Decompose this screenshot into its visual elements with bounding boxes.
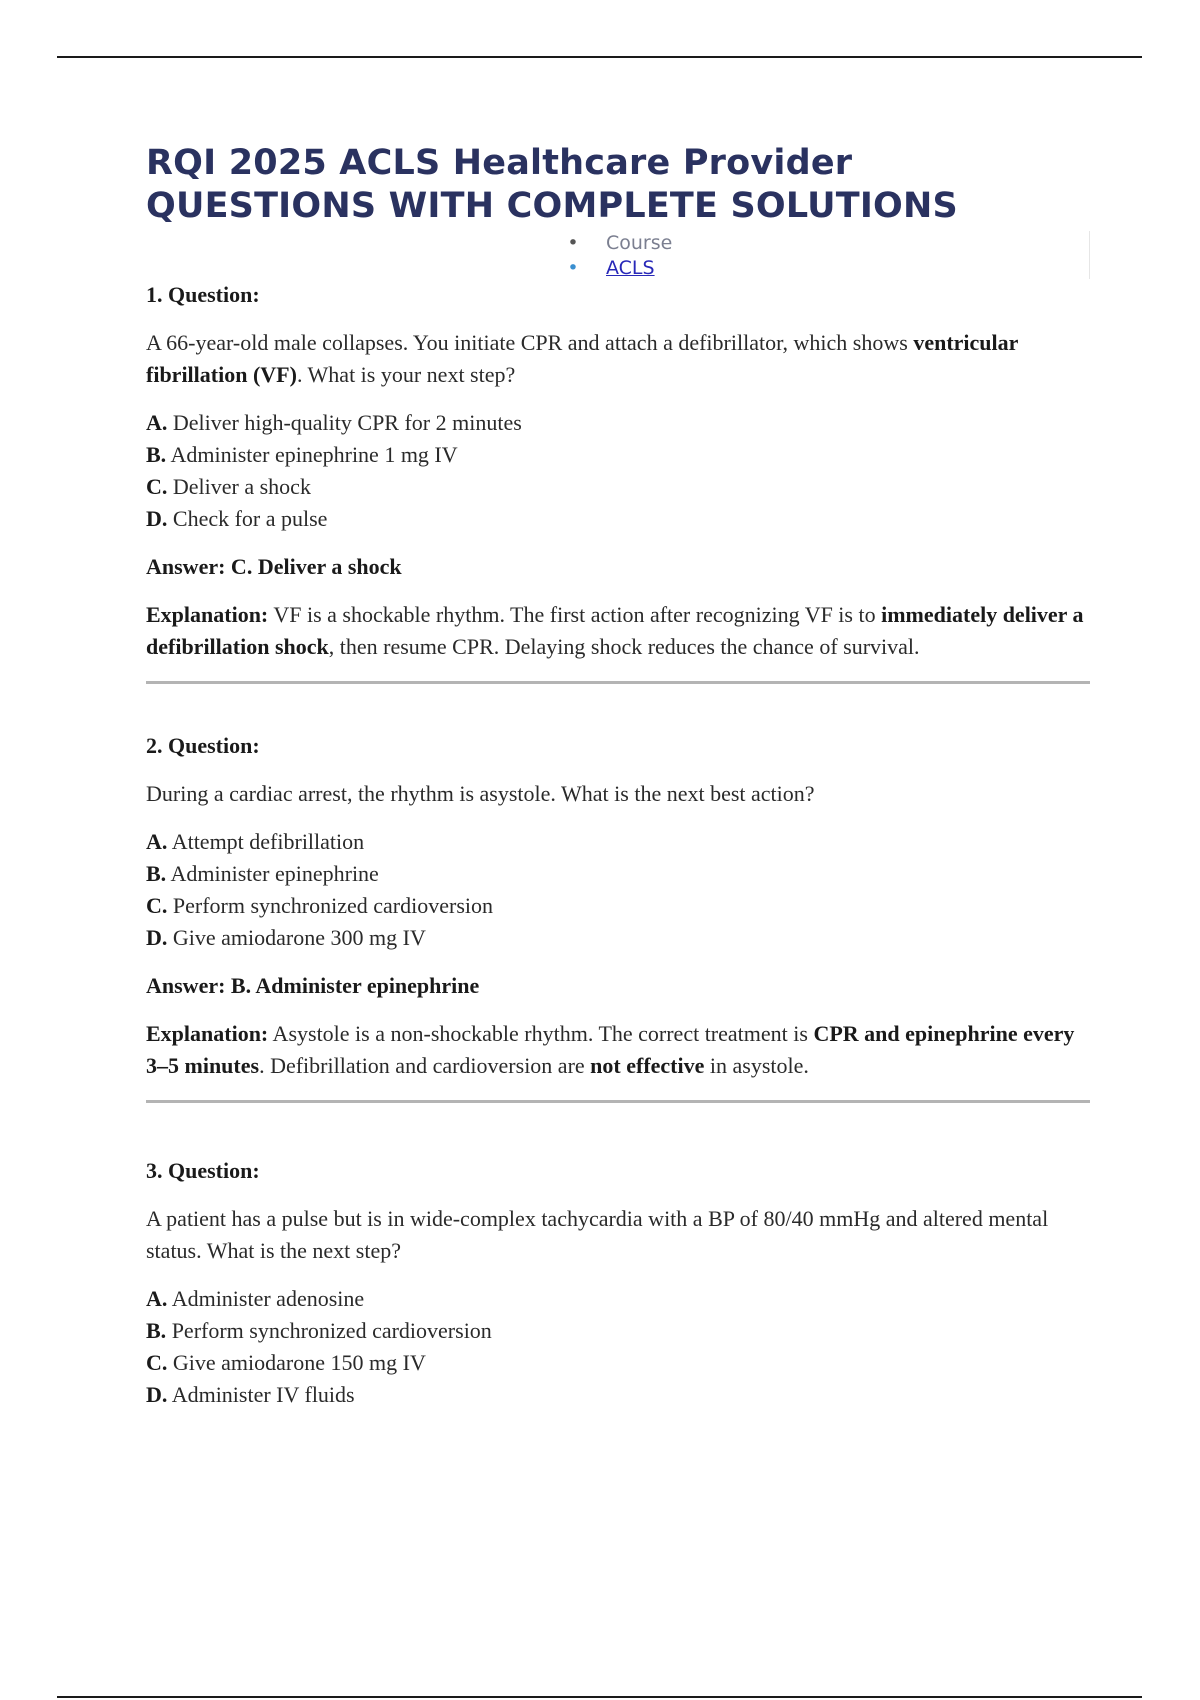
question-heading: 2. Question: xyxy=(146,733,260,758)
option-a xyxy=(146,1283,1090,1315)
option-b xyxy=(146,1315,1090,1347)
option-letter: C. xyxy=(146,474,168,499)
explanation-label: Explanation: xyxy=(146,1021,269,1046)
acls-link[interactable]: ACLS xyxy=(606,257,655,279)
section-divider xyxy=(146,1100,1090,1103)
title-line-2: QUESTIONS WITH COMPLETE SOLUTIONS xyxy=(146,186,958,226)
option-text: Administer IV fluids xyxy=(171,1382,355,1407)
explanation xyxy=(146,599,1090,663)
question-text: During a cardiac arrest, the rhythm is asystole. What is the next best action? xyxy=(146,781,815,806)
option-c xyxy=(146,471,1090,503)
option-a xyxy=(146,407,1090,439)
explanation-bold: CPR and epinephrine every 3–5 minutes xyxy=(146,1021,1075,1078)
option-text: Deliver a shock xyxy=(172,474,311,499)
question-text-bold: ventricular fibrillation (VF) xyxy=(146,330,1018,387)
option-c xyxy=(146,890,1090,922)
option-text: Check for a pulse xyxy=(172,506,328,531)
explanation-part: in asystole. xyxy=(704,1053,809,1078)
option-b xyxy=(146,858,1090,890)
nav-item-acls[interactable] xyxy=(566,256,672,281)
option-letter: A. xyxy=(146,410,168,435)
option-letter: D. xyxy=(146,925,168,950)
section-divider xyxy=(146,681,1090,684)
option-b xyxy=(146,439,1090,471)
option-text: Administer epinephrine 1 mg IV xyxy=(170,442,458,467)
options-list xyxy=(146,826,1090,954)
explanation-label: Explanation: xyxy=(146,602,269,627)
option-d xyxy=(146,503,1090,535)
bottom-rule xyxy=(57,1696,1142,1698)
question-text-part: . What is your next step? xyxy=(296,362,516,387)
option-text: Give amiodarone 300 mg IV xyxy=(172,925,426,950)
explanation-part: Asystole is a non-shockable rhythm. The correct treatment is xyxy=(268,1021,814,1046)
explanation-bold: immediately deliver a defibrillation shock xyxy=(146,602,1084,659)
explanation-part: VF is a shockable rhythm. The first action after recognizing VF is to xyxy=(268,602,882,627)
option-letter: D. xyxy=(146,506,168,531)
options-list xyxy=(146,1283,1090,1411)
option-letter: B. xyxy=(146,442,167,467)
option-letter: C. xyxy=(146,1350,168,1375)
bullet-icon: • xyxy=(567,232,579,254)
option-text: Perform synchronized cardioversion xyxy=(171,1318,492,1343)
question-heading: 3. Question: xyxy=(146,1158,260,1183)
answer: Answer: C. Deliver a shock xyxy=(146,554,402,579)
option-text: Administer adenosine xyxy=(171,1286,365,1311)
option-letter: C. xyxy=(146,893,168,918)
question-2 xyxy=(146,730,1090,1103)
option-text: Perform synchronized cardioversion xyxy=(172,893,494,918)
explanation-part: . Defibrillation and cardioversion are xyxy=(259,1053,591,1078)
question-heading: 1. Question: xyxy=(146,282,260,307)
option-d xyxy=(146,1379,1090,1411)
explanation-part: , then resume CPR. Delaying shock reduces the chance of survival. xyxy=(328,634,920,659)
explanation xyxy=(146,1018,1090,1082)
option-text: Attempt defibrillation xyxy=(171,829,365,854)
document-title xyxy=(146,142,1090,228)
question-text: A patient has a pulse but is in wide-complex tachycardia with a BP of 80/40 mmHg and altered mental status. What is the next step? xyxy=(146,1206,1049,1263)
options-list xyxy=(146,407,1090,535)
option-c xyxy=(146,1347,1090,1379)
top-rule xyxy=(57,56,1142,58)
option-letter: A. xyxy=(146,829,168,854)
nav-course-label: Course xyxy=(606,232,673,254)
question-3 xyxy=(146,1155,1090,1411)
option-text: Administer epinephrine xyxy=(170,861,379,886)
option-letter: D. xyxy=(146,1382,168,1407)
option-text: Give amiodarone 150 mg IV xyxy=(172,1350,426,1375)
question-text-part: A 66-year-old male collapses. You initiate CPR and attach a defibrillator, which shows xyxy=(146,330,914,355)
course-nav-list xyxy=(566,231,672,281)
question-text xyxy=(146,327,1090,391)
option-letter: A. xyxy=(146,1286,168,1311)
option-letter: B. xyxy=(146,1318,167,1343)
answer: Answer: B. Administer epinephrine xyxy=(146,973,480,998)
document-body xyxy=(146,142,1090,1411)
question-1 xyxy=(146,279,1090,684)
course-nav xyxy=(146,231,1090,279)
option-d xyxy=(146,922,1090,954)
title-line-1: RQI 2025 ACLS Healthcare Provider xyxy=(146,143,853,183)
bullet-icon: • xyxy=(567,257,579,279)
explanation-bold: not effective xyxy=(590,1053,705,1078)
option-text: Deliver high-quality CPR for 2 minutes xyxy=(172,410,522,435)
nav-item-course xyxy=(566,231,672,256)
option-letter: B. xyxy=(146,861,167,886)
option-a xyxy=(146,826,1090,858)
